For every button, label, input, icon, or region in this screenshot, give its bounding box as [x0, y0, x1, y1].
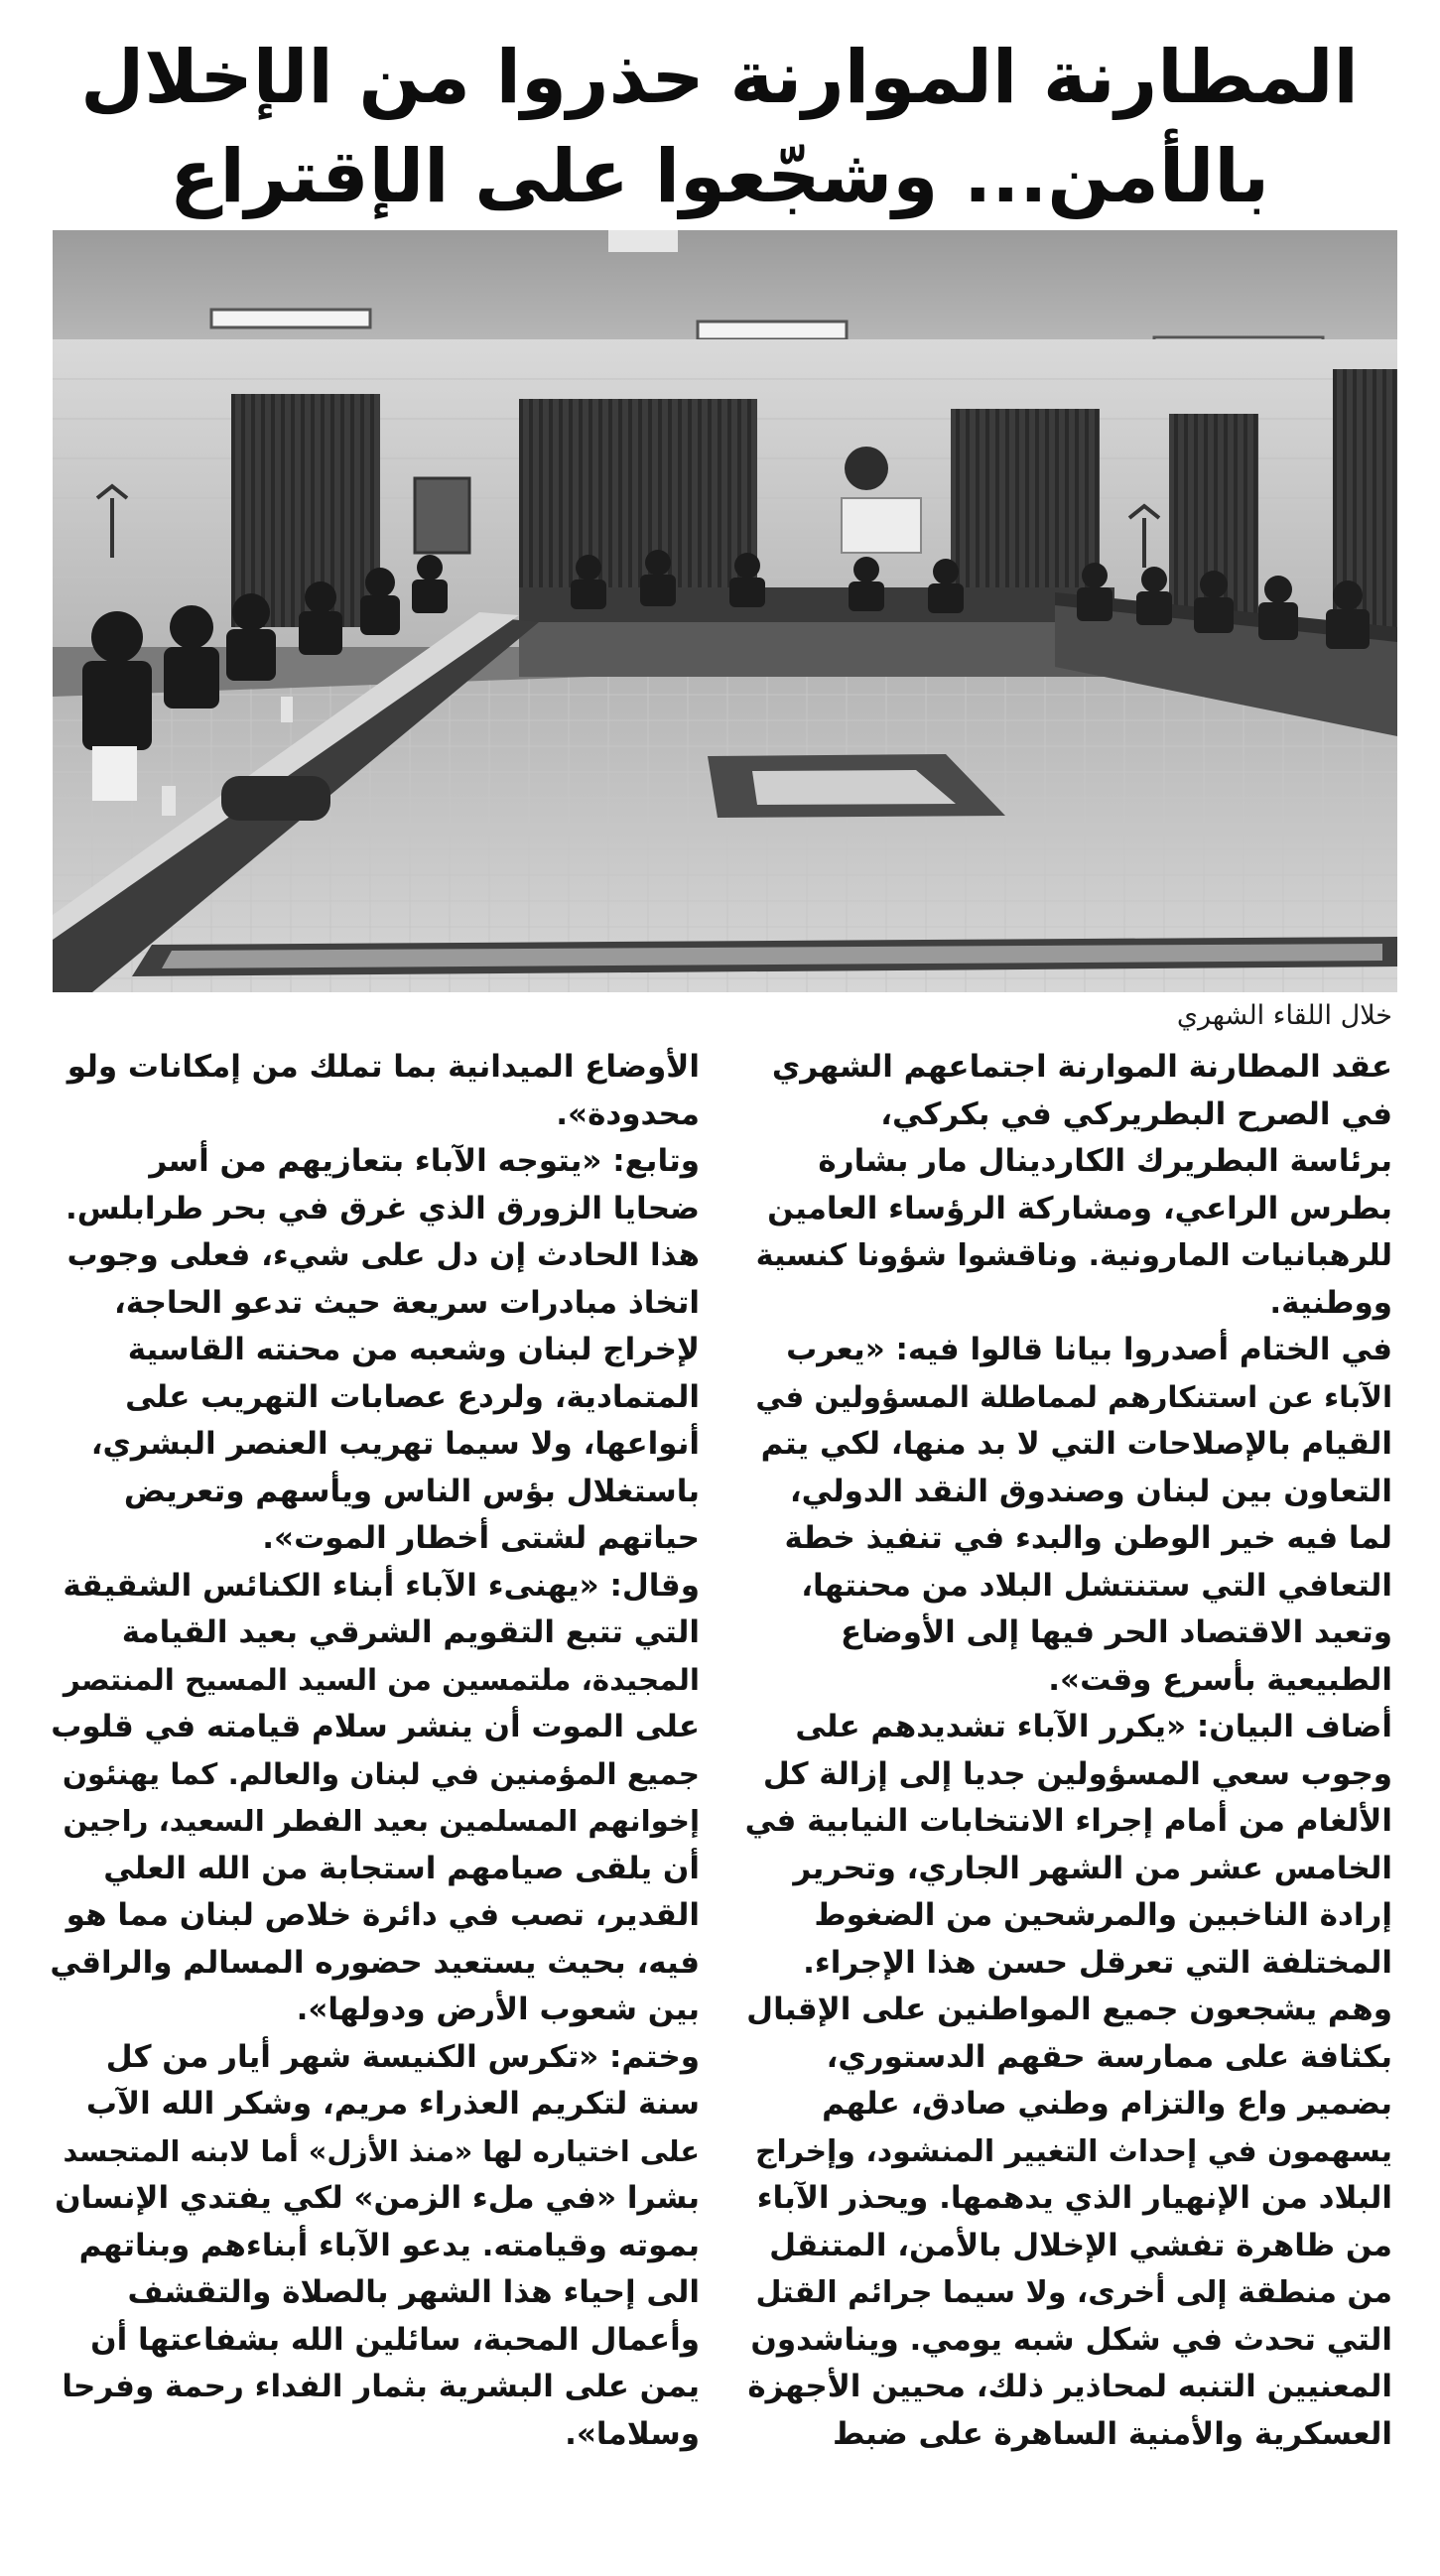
text-line: هذا الحادث إن دل على شيء، فعلى وجوب	[66, 1237, 700, 1273]
text-line: جميع المؤمنين في لبنان والعالم. كما يهنئون	[62, 1756, 700, 1791]
text-line: ضحايا الزورق الذي غرق في بحر طرابلس.	[65, 1190, 700, 1226]
text-line: وختم: «تكرس الكنيسة شهر أيار من كل	[105, 2038, 700, 2075]
text-line: من ظاهرة تفشي الإخلال بالأمن، المتنقل	[769, 2227, 1392, 2263]
text-line: للرهبانيات المارونية. وناقشوا شؤونا كنسية	[755, 1238, 1392, 1273]
text-line: الألغام من أمام إجراء الانتخابات النيابية في	[744, 1803, 1392, 1839]
text-line: الأوضاع الميدانية بما تملك من إمكانات ولو	[66, 1049, 700, 1085]
text-line: البلاد من الإنهيار الذي يدهمها. ويحذر الآباء	[756, 2180, 1392, 2216]
text-line: أضاف البيان: «يكرر الآباء تشديدهم على	[795, 1709, 1392, 1744]
text-line: ووطنية.	[1269, 1284, 1392, 1321]
text-line: وتابع: «يتوجه الآباء بتعازيهم من أسر	[149, 1143, 700, 1179]
text-line: يمن على البشرية بثمار الفداء رحمة وفرحا	[62, 2369, 700, 2404]
text-line: الطبيعية بأسرع وقت».	[1048, 1661, 1392, 1698]
text-line: على الموت أن ينشر سلام قيامته في قلوب	[51, 1709, 700, 1744]
text-line: فيه، بحيث يستعيد حضوره المسالم والراقي	[50, 1944, 700, 1981]
text-line: وتعيد الاقتصاد الحر فيها إلى الأوضاع	[840, 1614, 1392, 1650]
text-line: التعافي التي ستنتشل البلاد من محنتها،	[801, 1567, 1392, 1604]
text-line: برئاسة البطريرك الكاردينال مار بشارة	[818, 1143, 1392, 1179]
headline-line-2: بالأمن... وشجّعوا على الإقتراع	[170, 134, 1269, 219]
text-line: وأعمال المحبة، سائلين الله بشفاعتها أن	[90, 2321, 700, 2358]
text-line: باستغلال بؤس الناس ويأسهم وتعريض	[123, 1473, 700, 1509]
text-line: أنواعها، ولا سيما تهريب العنصر البشري،	[90, 1426, 700, 1462]
text-line: إرادة الناخبين والمرشحين من الضغوط	[814, 1897, 1392, 1933]
text-line: الخامس عشر من الشهر الجاري، وتحرير	[793, 1850, 1392, 1886]
text-line: المجيدة، ملتمسين من السيد المسيح المنتصر	[63, 1662, 700, 1697]
text-line: لما فيه خير الوطن والبدء في تنفيذ خطة	[784, 1520, 1392, 1556]
text-line: بشرا «في ملء الزمن» لكي يفتدي الإنسان	[55, 2180, 700, 2216]
text-line: المعنيين التنبه لمحاذير ذلك، محيين الأجهزة	[747, 2369, 1392, 2404]
text-line: وجوب سعي المسؤولين جديا إلى إزالة كل	[762, 1755, 1392, 1792]
text-line: وهم يشجعون جميع المواطنين على الإقبال	[746, 1992, 1392, 2027]
text-line: التي تحدث في شكل شبه يومي. ويناشدون	[750, 2321, 1392, 2358]
text-line: القيام بالإصلاحات التي لا بد منها، لكي يتم	[760, 1426, 1392, 1462]
meeting-photo	[53, 230, 1397, 992]
text-line: التعاون بين لبنان وصندوق النقد الدولي،	[789, 1473, 1392, 1509]
text-line: في الختام أصدروا بيانا قالوا فيه: «يعرب	[786, 1332, 1392, 1367]
text-line: المختلفة التي تعرقل حسن هذا الإجراء.	[803, 1944, 1392, 1981]
text-line: سنة لتكريم العذراء مريم، وشكر الله الآب	[85, 2086, 700, 2122]
text-line: اتخاذ مبادرات سريعة حيث تدعو الحاجة،	[114, 1284, 700, 1321]
headline-line-1: المطارنة الموارنة حذروا من الإخلال	[80, 35, 1359, 120]
text-line: الآباء عن استنكارهم لمماطلة المسؤولين في	[755, 1379, 1392, 1414]
text-line: إخوانهم المسلمين بعيد الفطر السعيد، راجين	[63, 1804, 700, 1838]
text-line: وسلاما».	[565, 2415, 700, 2452]
text-line: محدودة».	[556, 1095, 700, 1132]
article-column-left	[50, 1044, 700, 2458]
text-line: المتمادية، ولردع عصابات التهريب على	[125, 1378, 700, 1415]
text-line: وقال: «يهنىء الآباء أبناء الكنائس الشقيقة	[63, 1567, 700, 1604]
text-line: على اختياره لها «منذ الأزل» أما لابنه المتجسد	[63, 2133, 700, 2168]
text-line: أن يلقى صيامهم استجابة من الله العلي	[103, 1850, 700, 1886]
text-line: بين شعوب الأرض ودولها».	[296, 1992, 700, 2027]
headline	[40, 28, 1399, 226]
text-line: حياتهم لشتى أخطار الموت».	[262, 1520, 700, 1556]
text-line: عقد المطارنة الموارنة اجتماعهم الشهري	[771, 1049, 1392, 1085]
text-line: لإخراج لبنان وشعبه من محنته القاسية	[127, 1332, 700, 1367]
article-column-right	[742, 1044, 1392, 2458]
text-line: بضمير واع والتزام وطني صادق، علهم	[822, 2086, 1392, 2122]
text-line: الى إحياء هذا الشهر بالصلاة والتقشف	[127, 2274, 700, 2310]
text-line: التي تتبع التقويم الشرقي بعيد القيامة	[121, 1614, 700, 1650]
text-line: العسكرية والأمنية الساهرة على ضبط	[832, 2415, 1392, 2452]
text-line: في الصرح البطريركي في بكركي،	[880, 1095, 1392, 1132]
text-line: من منطقة إلى أخرى، ولا سيما جرائم القتل	[755, 2275, 1392, 2310]
text-line: بموته وقيامته. يدعو الآباء أبناءهم وبناتهم	[78, 2227, 700, 2263]
text-line: القدير، تصب في دائرة خلاص لبنان مما هو	[65, 1897, 700, 1933]
text-line: يسهمون في إحداث التغيير المنشود، وإخراج	[754, 2133, 1392, 2169]
text-line: بكثافة على ممارسة حقهم الدستوري،	[826, 2038, 1392, 2075]
photo-caption: خلال اللقاء الشهري	[1176, 1000, 1392, 1031]
text-line: بطرس الراعي، ومشاركة الرؤساء العامين	[767, 1190, 1392, 1226]
